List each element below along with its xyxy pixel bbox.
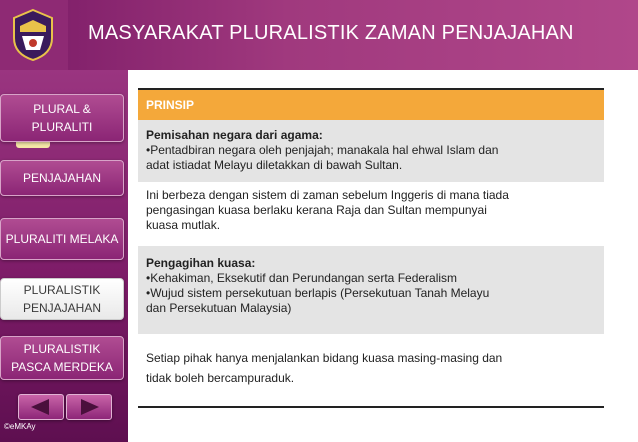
row-line: Ini berbeza dengan sistem di zaman sebelum Inggeris di mana tiada bbox=[146, 188, 509, 202]
sidebar-item-label: PLURALISTIK bbox=[23, 283, 101, 297]
previous-button[interactable] bbox=[18, 394, 64, 420]
row-line: Setiap pihak hanya menjalankan bidang kuasa masing-masing dan bbox=[146, 351, 503, 365]
logo-box bbox=[0, 0, 68, 70]
row-line: •Wujud sistem persekutuan berlapis (Persekutuan Tanah Melayu bbox=[146, 286, 490, 300]
title-bar bbox=[0, 0, 638, 70]
row-heading: Pengagihan kuasa: bbox=[146, 256, 256, 270]
table-row bbox=[138, 182, 604, 246]
sidebar-item-pluraliti-melaka[interactable] bbox=[0, 218, 124, 260]
row-line: kuasa mutlak. bbox=[146, 218, 221, 232]
next-button[interactable] bbox=[66, 394, 112, 420]
row-line: •Kehakiman, Eksekutif dan Perundangan serta Federalism bbox=[146, 271, 458, 285]
sidebar-item-pluralistik-pasca-merdeka[interactable] bbox=[0, 336, 124, 380]
right-arrow-icon bbox=[67, 395, 111, 419]
table-row bbox=[138, 246, 604, 334]
university-crest-icon bbox=[10, 8, 56, 62]
principle-table bbox=[138, 88, 604, 408]
sidebar-item-pluralistik-penjajahan[interactable] bbox=[0, 278, 124, 320]
sidebar-item-label: PLURALITI MELAKA bbox=[5, 232, 119, 246]
credit-text: ©eMKAy bbox=[4, 422, 36, 431]
sidebar-item-label: PENJAJAHAN bbox=[22, 301, 102, 315]
row-heading: Pemisahan negara dari agama: bbox=[146, 128, 323, 142]
row-line: tidak boleh bercampuraduk. bbox=[146, 371, 295, 385]
sidebar-item-penjajahan[interactable] bbox=[0, 160, 124, 196]
sidebar-item-label: PLURALISTIK bbox=[23, 342, 101, 356]
table-row bbox=[138, 120, 604, 182]
row-line: adat istiadat Melayu diletakkan di bawah Sultan. bbox=[146, 158, 403, 172]
row-line: dan Persekutuan Malaysia) bbox=[146, 301, 292, 315]
left-arrow-icon bbox=[19, 395, 63, 419]
table-header: PRINSIP bbox=[138, 88, 604, 120]
sidebar-item-plural-pluraliti[interactable] bbox=[0, 94, 124, 142]
table-row bbox=[138, 334, 604, 408]
row-line: pengasingan kuasa berlaku kerana Raja dan Sultan mempunyai bbox=[146, 203, 487, 217]
page-title: MASYARAKAT PLURALISTIK ZAMAN PENJAJAHAN bbox=[88, 22, 574, 44]
row-line: •Pentadbiran negara oleh penjajah; manakala hal ehwal Islam dan bbox=[146, 143, 499, 157]
sidebar-item-label: PLURALITI bbox=[31, 120, 93, 134]
sidebar-item-label: PASCA MERDEKA bbox=[11, 360, 113, 374]
sidebar-item-label: PLURAL & bbox=[33, 102, 91, 116]
sidebar-item-label: PENJAJAHAN bbox=[22, 171, 102, 185]
